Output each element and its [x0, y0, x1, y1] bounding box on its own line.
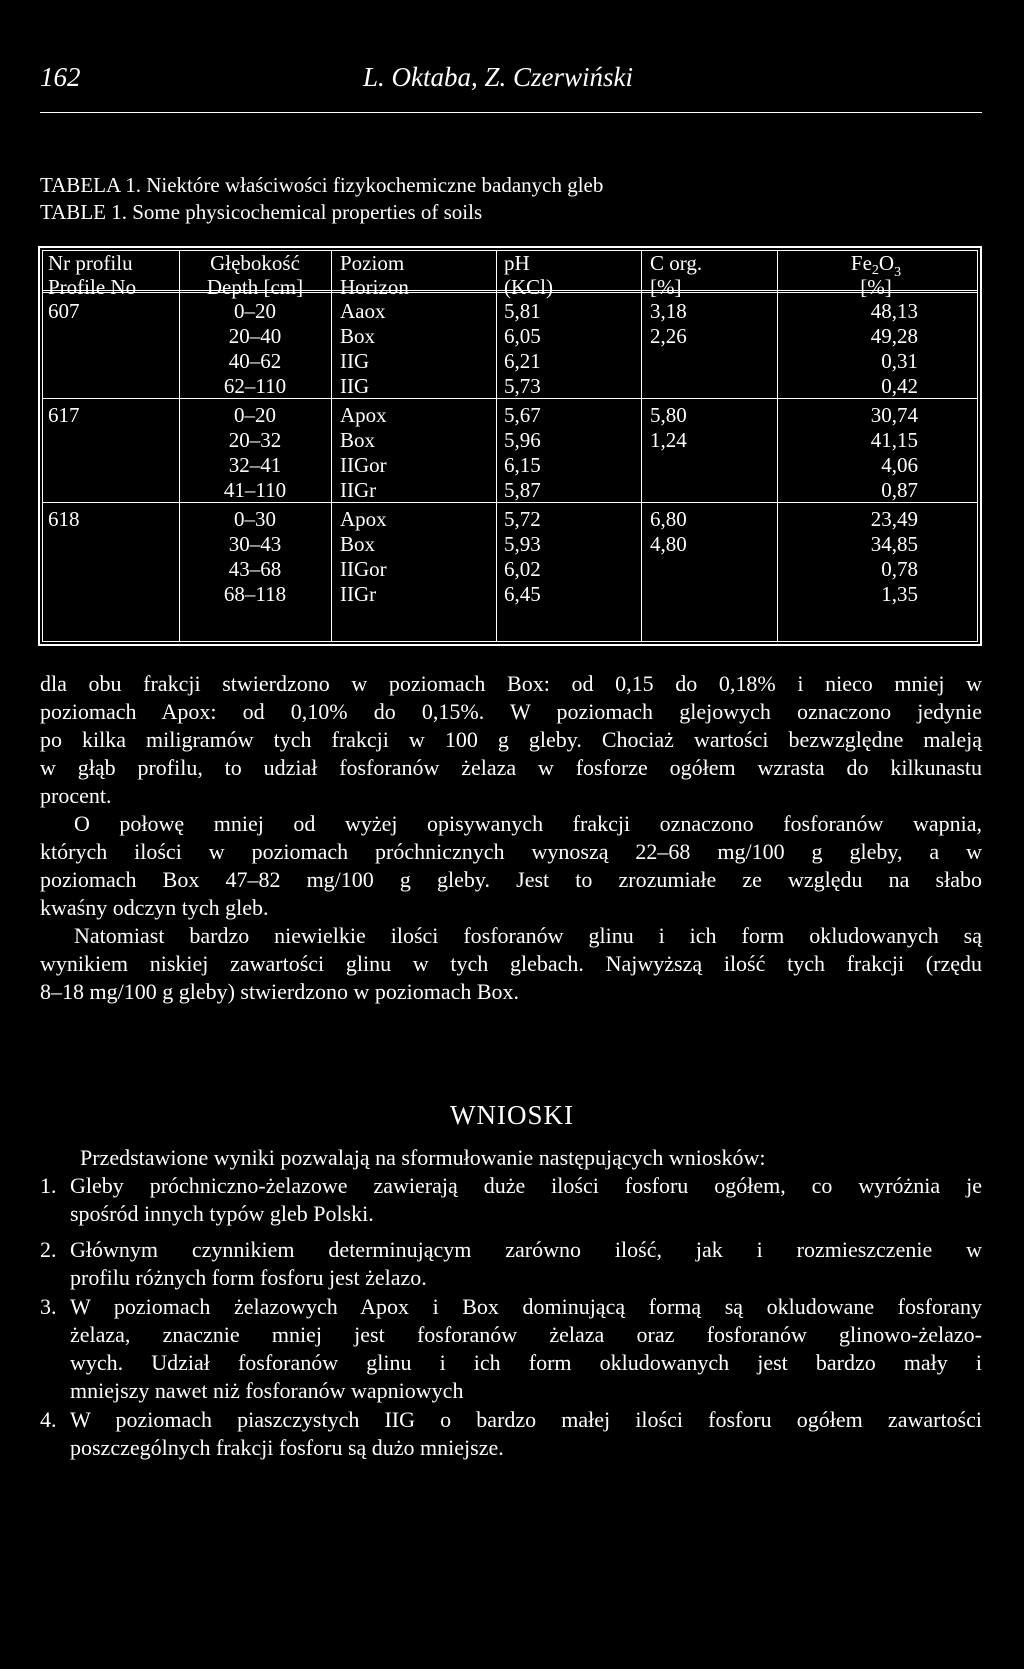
- column-divider: [179, 250, 180, 642]
- page-number: 162: [40, 62, 81, 92]
- conclusion-line: poszczególnych frakcji fosforu są dużo mniejsze.: [70, 1435, 504, 1460]
- depth-cell: 41–110: [223, 478, 287, 502]
- depth-cell: 32–41: [228, 453, 282, 477]
- conclusion-line: wych. Udział fosforanów glinu i ich form okludowanych jest bardzo mały i: [70, 1350, 982, 1375]
- horizon-cell: IIG: [340, 374, 370, 398]
- conclusion-line: mniejszy nawet niż fosforanów wapniowych: [70, 1378, 464, 1403]
- body-line: kwaśny odczyn tych gleb.: [40, 895, 269, 920]
- ph-cell: 6,15: [504, 453, 541, 477]
- conclusion-text: [70, 1406, 982, 1462]
- body-line: poziomach Box 47–82 mg/100 g gleby. Jest to zrozumiałe ze względu na słabo: [40, 867, 982, 892]
- column-header-pl: Nr profilu: [48, 251, 133, 275]
- ph-cell: 6,02: [504, 557, 541, 581]
- conclusion-text: [70, 1293, 982, 1405]
- header-sup: 3: [894, 265, 902, 280]
- ph-cell: 5,96: [504, 428, 541, 452]
- fe2o3-cell: 0,42: [881, 374, 918, 398]
- fe2o3-cell: 34,85: [870, 532, 918, 556]
- horizon-cell: Apox: [340, 507, 387, 531]
- column-header-pl: C org.: [650, 251, 703, 275]
- corg-cell: 6,80: [650, 507, 687, 531]
- fe2o3-cell: 49,28: [870, 324, 918, 348]
- depth-cell: 30–43: [228, 532, 282, 556]
- horizon-cell: Box: [340, 532, 376, 556]
- fe2o3-cell: 23,49: [870, 507, 918, 531]
- horizon-cell: Box: [340, 428, 376, 452]
- depth-cell: 62–110: [223, 374, 287, 398]
- body-line: dla obu frakcji stwierdzono w poziomach Box: od 0,15 do 0,18% i nieco mniej w: [40, 671, 982, 696]
- fe2o3-cell: 30,74: [870, 403, 918, 427]
- body-line: O połowę mniej od wyżej opisywanych frakcji oznaczono fosforanów wapnia,: [74, 811, 982, 836]
- soil-properties-table: [38, 246, 982, 646]
- conclusion-number: 4.: [40, 1407, 57, 1432]
- conclusion-number: 1.: [40, 1173, 57, 1198]
- conclusion-text: [70, 1236, 982, 1292]
- fe2o3-cell: 48,13: [870, 299, 918, 323]
- ph-cell: 6,21: [504, 349, 541, 373]
- table-caption-en: TABLE 1. Some physicochemical properties of soils: [40, 200, 483, 224]
- conclusion-line: profilu różnych form fosforu jest żelazo.: [70, 1265, 427, 1290]
- column-header-pl: Głębokość: [210, 251, 300, 275]
- fe2o3-cell: 0,87: [881, 478, 918, 502]
- depth-cell: 68–118: [223, 582, 287, 606]
- corg-cell: 1,24: [650, 428, 687, 452]
- column-header-pl: Poziom: [340, 251, 405, 275]
- corg-cell: 5,80: [650, 403, 687, 427]
- body-line: po kilka miligramów tych frakcji w 100 g gleby. Chociaż wartości bezwzględne maleją: [40, 727, 982, 752]
- horizon-cell: IIGr: [340, 582, 377, 606]
- column-header-en: (KCl): [504, 275, 553, 299]
- header-o: O: [878, 251, 895, 275]
- conclusion-line: spośród innych typów gleb Polski.: [70, 1201, 374, 1226]
- column-divider: [496, 250, 497, 642]
- conclusion-line: Głównym czynnikiem determinującym zarówno ilość, jak i rozmieszczenie w: [70, 1237, 982, 1262]
- horizon-cell: IIGor: [340, 453, 387, 477]
- conclusion-line: żelaza, znacznie mniej jest fosforanów żelaza oraz fosforanów glinowo-żelazo-: [70, 1322, 982, 1347]
- profile-number: 618: [48, 507, 80, 531]
- conclusion-line: W poziomach żelazowych Apox i Box dominującą formą są okludowane fosforany: [70, 1294, 982, 1319]
- header-fe: Fe: [850, 251, 872, 275]
- conclusion-number: 2.: [40, 1237, 57, 1262]
- body-line: poziomach Apox: od 0,10% do 0,15%. W poziomach glejowych oznaczono jedynie: [40, 699, 982, 724]
- page-header: [40, 62, 982, 102]
- corg-cell: 4,80: [650, 532, 687, 556]
- fe2o3-cell: 4,06: [881, 453, 918, 477]
- body-text: [40, 670, 982, 1006]
- fe2o3-cell: 41,15: [870, 428, 918, 452]
- corg-cell: 3,18: [650, 299, 687, 323]
- ph-cell: 5,81: [504, 299, 541, 323]
- ph-cell: 6,05: [504, 324, 541, 348]
- horizon-cell: IIGor: [340, 557, 387, 581]
- column-header-en: Profile No: [48, 275, 137, 299]
- running-head-authors: L. Oktaba, Z. Czerwiński: [363, 62, 634, 92]
- body-line: w głąb profilu, to udział fosforanów żelaza w fosforze ogółem wzrasta do kilkunastu: [40, 755, 982, 780]
- header-rule: [40, 112, 982, 113]
- conclusion-text: [70, 1172, 982, 1228]
- depth-cell: 40–62: [228, 349, 282, 373]
- ph-cell: 5,73: [504, 374, 541, 398]
- column-header-en: [%]: [860, 275, 892, 299]
- profile-number: 617: [48, 403, 80, 427]
- column-header-en: [%]: [650, 275, 682, 299]
- column-divider: [777, 250, 778, 642]
- conclusions-intro: Przedstawione wyniki pozwalają na sformułowanie następujących wniosków:: [80, 1145, 766, 1170]
- fe2o3-cell: 0,78: [881, 557, 918, 581]
- column-divider: [331, 250, 332, 642]
- column-header-en: Horizon: [340, 275, 409, 299]
- ph-cell: 5,87: [504, 478, 541, 502]
- header-sub: 2: [871, 263, 879, 278]
- corg-cell: 2,26: [650, 324, 687, 348]
- profile-number: 607: [48, 299, 80, 323]
- depth-cell: 20–40: [228, 324, 282, 348]
- column-divider: [641, 250, 642, 642]
- conclusion-number: 3.: [40, 1294, 57, 1319]
- column-header-pl: pH: [504, 251, 530, 275]
- depth-cell: 0–20: [234, 299, 276, 323]
- fe2o3-cell: 1,35: [881, 582, 918, 606]
- body-line: których ilości w poziomach próchnicznych wynoszą 22–68 mg/100 g gleby, a w: [40, 839, 982, 864]
- conclusions-title: WNIOSKI: [450, 1100, 574, 1130]
- conclusion-line: Gleby próchniczno-żelazowe zawierają duże ilości fosforu ogółem, co wyróżnia je: [70, 1173, 982, 1198]
- horizon-cell: Box: [340, 324, 376, 348]
- ph-cell: 5,72: [504, 507, 541, 531]
- fe2o3-cell: 0,31: [881, 349, 918, 373]
- depth-cell: 0–30: [234, 507, 276, 531]
- horizon-cell: Apox: [340, 403, 387, 427]
- horizon-cell: IIG: [340, 349, 370, 373]
- body-line: procent.: [40, 783, 112, 808]
- horizon-cell: Aaox: [340, 299, 386, 323]
- depth-cell: 43–68: [228, 557, 282, 581]
- column-header-en: Depth [cm]: [206, 275, 304, 299]
- depth-cell: 20–32: [228, 428, 282, 452]
- body-line: Natomiast bardzo niewielkie ilości fosforanów glinu i ich form okludowanych są: [74, 923, 982, 948]
- ph-cell: 5,67: [504, 403, 541, 427]
- ph-cell: 6,45: [504, 582, 541, 606]
- body-line: wynikiem niskiej zawartości glinu w tych glebach. Najwyższą ilość tych frakcji (rzędu: [40, 951, 982, 976]
- depth-cell: 0–20: [234, 403, 276, 427]
- table-caption-pl: TABELA 1. Niektóre właściwości fizykochemiczne badanych gleb: [40, 173, 604, 197]
- body-line: 8–18 mg/100 g gleby) stwierdzono w poziomach Box.: [40, 979, 520, 1004]
- horizon-cell: IIGr: [340, 478, 377, 502]
- conclusion-line: W poziomach piaszczystych IIG o bardzo małej ilości fosforu ogółem zawartości: [70, 1407, 982, 1432]
- ph-cell: 5,93: [504, 532, 541, 556]
